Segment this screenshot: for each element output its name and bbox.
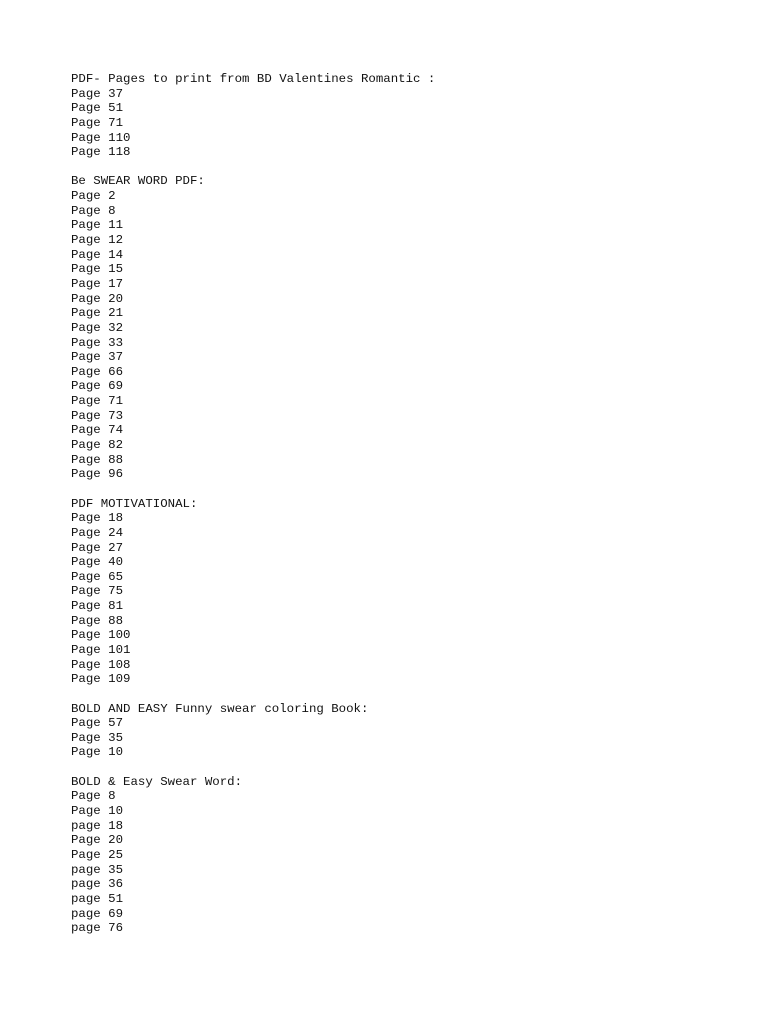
section-1 [71,174,435,481]
page-entry: Page 118 [71,145,131,160]
page-entry: Page 81 [71,599,124,614]
page-entry: Page 96 [71,467,124,482]
page-entry: Page 10 [71,804,124,819]
page-entry: Page 108 [71,657,131,672]
page-entry: Page 20 [71,291,124,306]
page-entry: page 18 [71,818,124,833]
page-entry: Page 69 [71,379,124,394]
page-entry: Page 88 [71,613,124,628]
page-entry: Page 110 [71,130,131,145]
page-entry: Page 71 [71,394,124,409]
page-entry: Page 11 [71,218,124,233]
page-entry: Page 109 [71,672,131,687]
page-entry: Page 10 [71,745,124,760]
page-entry: Page 27 [71,540,124,555]
page-entry: Page 18 [71,511,124,526]
page-entry: Page 74 [71,423,124,438]
page-entry: Page 32 [71,320,124,335]
section-0 [71,72,435,160]
page-entry: Page 8 [71,789,116,804]
page-entry: page 35 [71,862,124,877]
page-entry: Page 37 [71,86,124,101]
page-entry: Page 82 [71,438,124,453]
page-entry: Page 35 [71,730,124,745]
page-entry: Page 65 [71,569,124,584]
page-entry: Page 71 [71,115,124,130]
page-entry: Page 14 [71,247,124,262]
page-entry: Page 75 [71,584,124,599]
page-entry: Page 40 [71,555,124,570]
page-entry: Page 24 [71,525,124,540]
section-3 [71,702,435,761]
document-page [71,72,435,950]
section-heading: BOLD AND EASY Funny swear coloring Book: [71,701,369,716]
page-entry: Page 20 [71,833,124,848]
page-entry: Page 12 [71,233,124,248]
page-entry: Page 66 [71,364,124,379]
section-heading: PDF MOTIVATIONAL: [71,496,198,511]
page-entry: page 51 [71,891,124,906]
page-entry: Page 25 [71,847,124,862]
page-entry: page 36 [71,877,124,892]
page-entry: Page 15 [71,262,124,277]
page-entry: page 69 [71,906,124,921]
page-entry: Page 8 [71,203,116,218]
page-entry: Page 21 [71,306,124,321]
page-entry: page 76 [71,921,124,936]
page-entry: Page 33 [71,335,124,350]
page-entry: Page 17 [71,276,124,291]
page-entry: Page 2 [71,189,116,204]
page-entry: Page 73 [71,408,124,423]
section-heading: PDF- Pages to print from BD Valentines Romantic : [71,72,436,86]
page-entry: Page 101 [71,642,131,657]
page-entry: Page 100 [71,628,131,643]
section-heading: Be SWEAR WORD PDF: [71,174,205,189]
page-entry: Page 88 [71,452,124,467]
page-entry: Page 51 [71,101,124,116]
page-entry: Page 57 [71,716,124,731]
page-entry: Page 37 [71,350,124,365]
section-4 [71,775,435,936]
section-heading: BOLD & Easy Swear Word: [71,774,243,789]
section-2 [71,497,435,687]
